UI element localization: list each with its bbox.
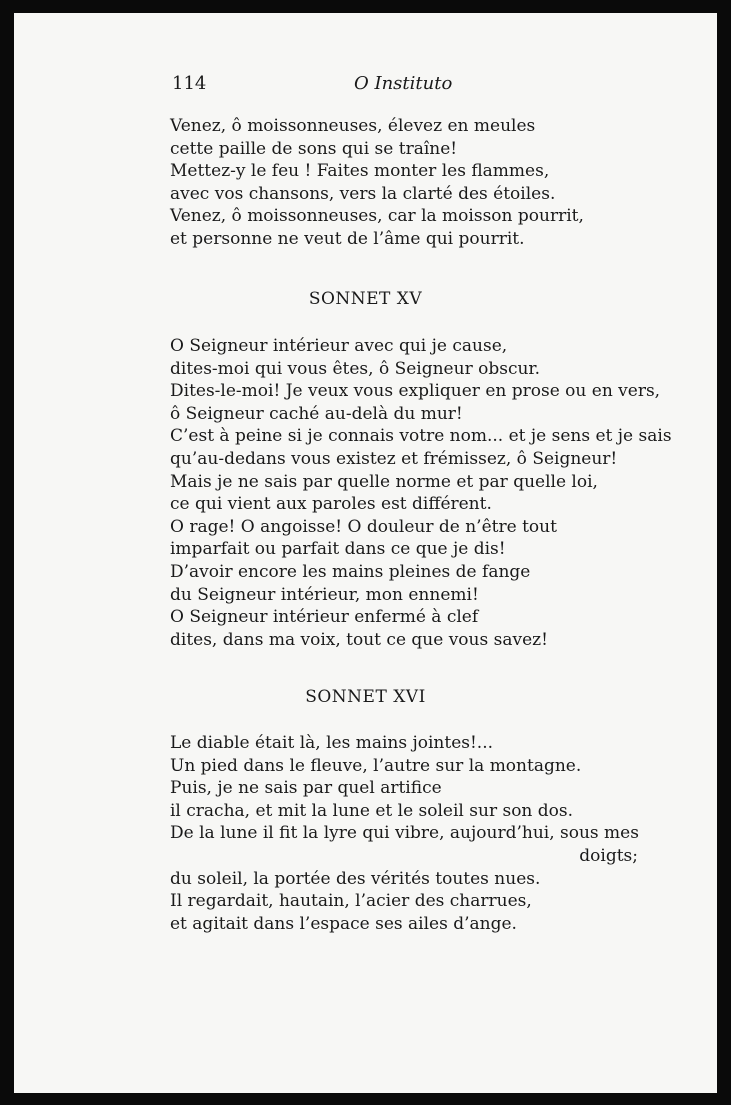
verse-line: ce qui vient aux paroles est différent.	[170, 494, 492, 515]
sonnet-xv-title: SONNET XV	[308, 289, 423, 309]
verse-line: Il regardait, hautain, l’acier des charrues,	[170, 891, 532, 912]
sonnet-xvi-title: SONNET XVI	[305, 687, 426, 707]
verse-line: et agitait dans l’espace ses ailes d’ange.	[170, 913, 517, 934]
verse-line: imparfait ou parfait dans ce que je dis!	[170, 539, 506, 560]
verse-line: ô Seigneur caché au-delà du mur!	[170, 403, 463, 424]
verse-line: qu’au-dedans vous existez et frémissez, ô Seigneur!	[170, 448, 618, 469]
verse-line: du Seigneur intérieur, mon ennemi!	[170, 584, 479, 605]
verse-line: cette paille de sons qui se traîne!	[170, 138, 458, 159]
verse-line: Le diable était là, les mains jointes!...	[170, 733, 494, 753]
verse-line: du soleil, la portée des vérités toutes nues.	[170, 868, 541, 889]
intro-stanza	[170, 115, 584, 251]
verse-line: il cracha, et mit la lune et le soleil sur son dos.	[170, 800, 574, 821]
verse-line: Mettez-y le feu ! Faites monter les flammes,	[170, 161, 550, 182]
page-header	[172, 73, 597, 103]
verse-line: O Seigneur intérieur enfermé à clef	[170, 607, 479, 628]
running-title: O Instituto	[354, 73, 453, 94]
verse-line-justified	[170, 822, 638, 845]
verse-line: O rage! O angoisse! O douleur de n’être tout	[170, 516, 557, 537]
justified-text: De la lune il fit la lyre qui vibre, aujourd’hui, sous mes	[170, 823, 639, 844]
verse-line: Venez, ô moissonneuses, élevez en meules	[170, 116, 536, 136]
sonnet-xv-body	[170, 335, 672, 651]
page-number: 114	[172, 73, 207, 94]
verse-line: D’avoir encore les mains pleines de fange	[170, 561, 531, 582]
verse-line: dites-moi qui vous êtes, ô Seigneur obscur.	[170, 358, 541, 379]
verse-line: C’est à peine si je connais votre nom... et je sens et je sais	[170, 426, 672, 447]
verse-line: Mais je ne sais par quelle norme et par quelle loi,	[170, 471, 598, 492]
verse-line: avec vos chansons, vers la clarté des étoiles.	[170, 183, 556, 204]
verse-line: O Seigneur intérieur avec qui je cause,	[170, 336, 508, 356]
verse-line: Un pied dans le fleuve, l’autre sur la montagne.	[170, 755, 582, 776]
verse-runover: doigts;	[579, 845, 638, 866]
verse-line: Dites-le-moi! Je veux vous expliquer en prose ou en vers,	[170, 381, 661, 402]
verse-line: dites, dans ma voix, tout ce que vous savez!	[170, 629, 548, 650]
verse-line: et personne ne veut de l’âme qui pourrit.	[170, 228, 525, 249]
book-page	[14, 13, 717, 1093]
sonnet-xvi-body	[170, 732, 638, 935]
verse-line: Venez, ô moissonneuses, car la moisson pourrit,	[170, 206, 584, 227]
verse-line: Puis, je ne sais par quel artifice	[170, 778, 442, 799]
